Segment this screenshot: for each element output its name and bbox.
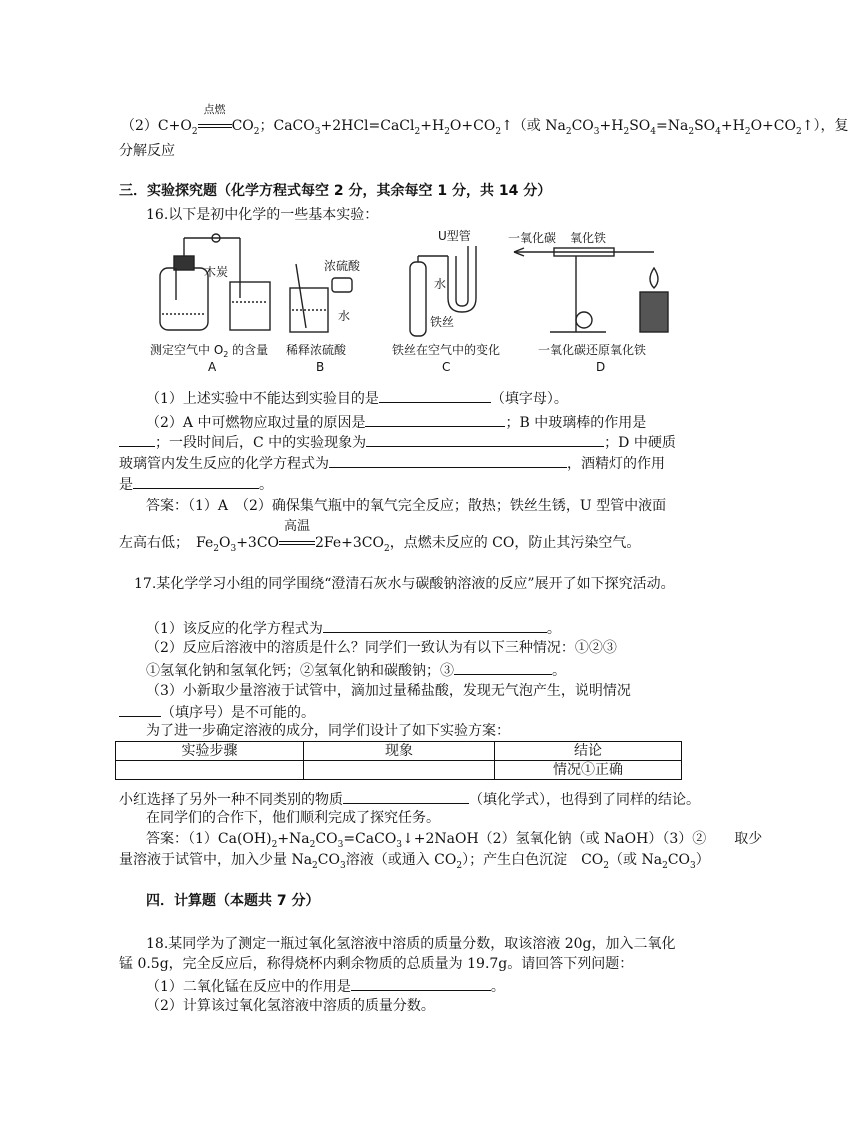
text: ①氢氧化钠和氢氧化钙；②氢氧化钠和碳酸钠；③ — [146, 663, 454, 679]
sub: 2 — [603, 860, 610, 871]
apparatus-d — [514, 248, 668, 332]
sub: 2 — [456, 860, 463, 871]
q16-part2-line4 — [119, 474, 273, 494]
b-letter: B — [316, 360, 325, 374]
text: （填字母）。 — [490, 391, 568, 407]
text: ；一段时间后，C 中的实验现象为 — [155, 435, 367, 451]
q17-part3-line2 — [119, 702, 315, 722]
d-letter: D — [596, 360, 606, 374]
sub: 3 — [230, 543, 237, 554]
sub: 4 — [650, 126, 657, 137]
a-caption-pre: 测定空气中 O — [150, 343, 224, 357]
text: +Na — [277, 831, 310, 847]
q16-answer-line2 — [119, 519, 641, 558]
q17-answer-line2 — [119, 851, 710, 875]
q17-done: 在同学们的合作下，他们顺利完成了探究任务。 — [146, 810, 440, 826]
b-caption: 稀释浓硫酸 — [286, 343, 347, 357]
text: CO — [571, 118, 594, 134]
text: +H — [599, 118, 624, 134]
q16-part2-line1 — [146, 412, 646, 432]
answer-blank[interactable] — [343, 789, 469, 804]
prev-answer-line1 — [121, 103, 848, 141]
answer-blank[interactable] — [329, 453, 567, 468]
text: （2）A 中可燃物应取过量的原因是 — [146, 415, 366, 431]
sub: 3 — [690, 860, 696, 871]
sub: 2 — [565, 126, 572, 137]
a-caption — [150, 342, 268, 359]
q17-other-substance — [119, 789, 700, 809]
eq-sign — [279, 541, 315, 545]
text: 小红选择了另外一种不同类别的物质 — [119, 792, 343, 808]
answer-blank[interactable] — [454, 660, 552, 675]
text: （或 Na — [609, 852, 663, 868]
a-label-charcoal: 木炭 — [204, 265, 229, 279]
b-label-acid: 浓硫酸 — [324, 259, 361, 273]
sub: 2 — [795, 126, 802, 137]
text: SO — [694, 118, 716, 134]
sub: 2 — [623, 126, 630, 137]
a-caption-post: 的含量 — [228, 343, 269, 357]
text: =Na — [656, 118, 689, 134]
sub: 3 — [339, 860, 346, 871]
text: ，酒精灯的作用 — [567, 456, 665, 472]
experiment-diagram — [146, 228, 690, 376]
d-label-fe2o3: 氧化铁 — [570, 231, 607, 245]
sub: 3 — [337, 839, 344, 850]
text: 玻璃管内发生反应的化学方程式为 — [119, 456, 329, 472]
d-caption: 一氧化碳还原氧化铁 — [538, 343, 647, 357]
sub: 2 — [444, 126, 450, 137]
section4-heading: 四．计算题（本题共 7 分） — [146, 893, 320, 909]
answer-blank[interactable] — [351, 976, 491, 991]
text: ；CaCO — [259, 118, 315, 134]
cond-text: 点燃 — [203, 103, 226, 116]
text: CO — [315, 831, 338, 847]
q16-part2-line2 — [119, 432, 676, 452]
text: 答案：（1）Ca(OH) — [146, 831, 272, 847]
q17-part3-line1: （3）小新取少量溶液于试管中，滴加过量稀盐酸，发现无气泡产生，说明情况 — [146, 683, 631, 699]
answer-blank[interactable] — [379, 388, 491, 403]
text: ↑（或 Na — [501, 118, 566, 134]
q16-stem: 16.以下是初中化学的一些基本实验： — [146, 207, 379, 223]
q17-part2-line1: （2）反应后溶液中的溶质是什么？同学们一致认为有以下三种情况：①②③ — [146, 640, 617, 656]
text: +2HCl=CaCl — [320, 118, 415, 134]
section3-heading: 三．实验探究题（化学方程式每空 2 分，其余每空 1 分，共 14 分） — [119, 183, 552, 199]
text: SO — [629, 118, 651, 134]
b-label-water: 水 — [338, 309, 351, 323]
answer-blank[interactable] — [366, 432, 604, 447]
table-cell[interactable] — [304, 761, 495, 780]
text: ↓+2NaOH（2）氢氧化钠（或 NaOH）（3）② 取少 — [402, 831, 763, 847]
a-letter: A — [208, 360, 217, 374]
text: （1）上述实验中不能达到实验目的是 — [146, 391, 379, 407]
sub: 2 — [191, 126, 198, 137]
sub: 2 — [495, 126, 502, 137]
text: （1）二氧化锰在反应中的作用是 — [146, 979, 351, 995]
cond-text: 高温 — [284, 519, 311, 534]
q18-part1 — [146, 976, 505, 996]
q17-part1 — [146, 618, 561, 638]
answer-blank[interactable] — [133, 474, 259, 489]
sub: 4 — [715, 126, 721, 137]
sub: 2 — [271, 839, 278, 850]
text: 。 — [546, 621, 561, 637]
text: ） — [695, 852, 710, 868]
sub: 2 — [312, 860, 318, 871]
sub: 2 — [253, 126, 260, 137]
sub: 2 — [213, 543, 219, 554]
sub: 2 — [223, 350, 229, 359]
text: 左高右低； Fe — [119, 535, 214, 551]
text: 。 — [259, 477, 273, 493]
q18-stem-line2: 锰 0.5g，完全反应后，称得烧杯内剩余物质的总质量为 19.7g。请回答下列问题： — [119, 956, 634, 972]
table-header-row — [116, 742, 682, 761]
text: =CaCO — [343, 831, 397, 847]
text: ）；产生白色沉淀 CO — [462, 852, 604, 868]
c-letter: C — [442, 360, 451, 374]
sub: 3 — [593, 126, 600, 137]
sub: 2 — [662, 860, 668, 871]
table-cell[interactable] — [116, 761, 304, 780]
c-label-iron: 铁丝 — [430, 315, 455, 329]
condition-ignite — [198, 103, 232, 135]
c-caption: 铁丝在空气中的变化 — [392, 343, 501, 357]
experiment-table — [115, 741, 682, 780]
sub: 2 — [688, 126, 695, 137]
sub: 2 — [414, 126, 421, 137]
table-cell: 情况①正确 — [495, 761, 682, 780]
text: ；B 中玻璃棒的作用是 — [505, 415, 647, 431]
text: O+CO — [750, 118, 796, 134]
text: CO — [231, 118, 254, 134]
text: （2）C+O — [121, 118, 192, 134]
text: 。 — [552, 663, 566, 679]
text: +H — [420, 118, 445, 134]
text: （1）该反应的化学方程式为 — [146, 621, 323, 637]
q18-part2: （2）计算该过氧化氢溶液中溶质的质量分数。 — [146, 998, 435, 1014]
text: 是 — [119, 477, 133, 493]
text: ，点燃未反应的 CO，防止其污染空气。 — [389, 535, 641, 551]
text: ；D 中硬质 — [604, 435, 676, 451]
d-label-co: 一氧化碳 — [508, 231, 557, 245]
text: O+CO — [449, 118, 496, 134]
answer-blank[interactable] — [323, 618, 547, 633]
table-row — [116, 761, 682, 780]
header-cell: 结论 — [495, 742, 682, 761]
text: CO — [317, 852, 340, 868]
q16-answer-line1: 答案：（1）A （2）确保集气瓶中的氧气完全反应；散热；铁丝生锈，U 型管中液面 — [146, 498, 667, 514]
apparatus-a — [160, 234, 270, 330]
text: （填化学式），也得到了同样的结论。 — [469, 792, 700, 808]
text: 。 — [490, 979, 505, 995]
text: ↑），复 — [801, 118, 848, 134]
prev-answer-line2: 分解反应 — [119, 143, 175, 159]
q17-part2-line2 — [146, 660, 566, 680]
answer-blank[interactable] — [119, 432, 155, 447]
eq-sign — [198, 124, 232, 128]
condition-high-temp — [279, 519, 315, 552]
text: （填序号）是不可能的。 — [161, 705, 315, 721]
q17-stem: 17.某化学学习小组的同学围绕“澄清石灰水与碳酸钠溶液的反应”展开了如下探究活动。 — [134, 576, 675, 592]
q18-stem-line1: 18.某同学为了测定一瓶过氧化氢溶液中溶质的质量分数，取该溶液 20g，加入二氧化 — [146, 936, 676, 952]
sub: 2 — [744, 126, 751, 137]
sub: 3 — [396, 839, 403, 850]
answer-blank[interactable] — [365, 412, 505, 427]
sub: 3 — [314, 126, 321, 137]
answer-blank[interactable] — [119, 702, 161, 717]
header-cell: 现象 — [304, 742, 495, 761]
text: +H — [720, 118, 745, 134]
header-cell: 实验步骤 — [116, 742, 304, 761]
c-label-utube: U型管 — [438, 229, 471, 243]
c-label-water: 水 — [434, 277, 447, 291]
q16-part2-line3 — [119, 453, 665, 473]
q16-part1 — [146, 388, 568, 408]
text: 2Fe+3CO — [315, 535, 384, 551]
text: CO — [667, 852, 691, 868]
q17-plan: 为了进一步确定溶液的成分，同学们设计了如下实验方案： — [146, 723, 510, 739]
text: 溶液（或通入 CO — [345, 852, 457, 868]
text: +3CO — [236, 535, 280, 551]
text: 量溶液于试管中，加入少量 Na — [119, 852, 313, 868]
text: O — [218, 535, 231, 551]
sub: 2 — [309, 839, 316, 850]
sub: 2 — [383, 543, 390, 554]
